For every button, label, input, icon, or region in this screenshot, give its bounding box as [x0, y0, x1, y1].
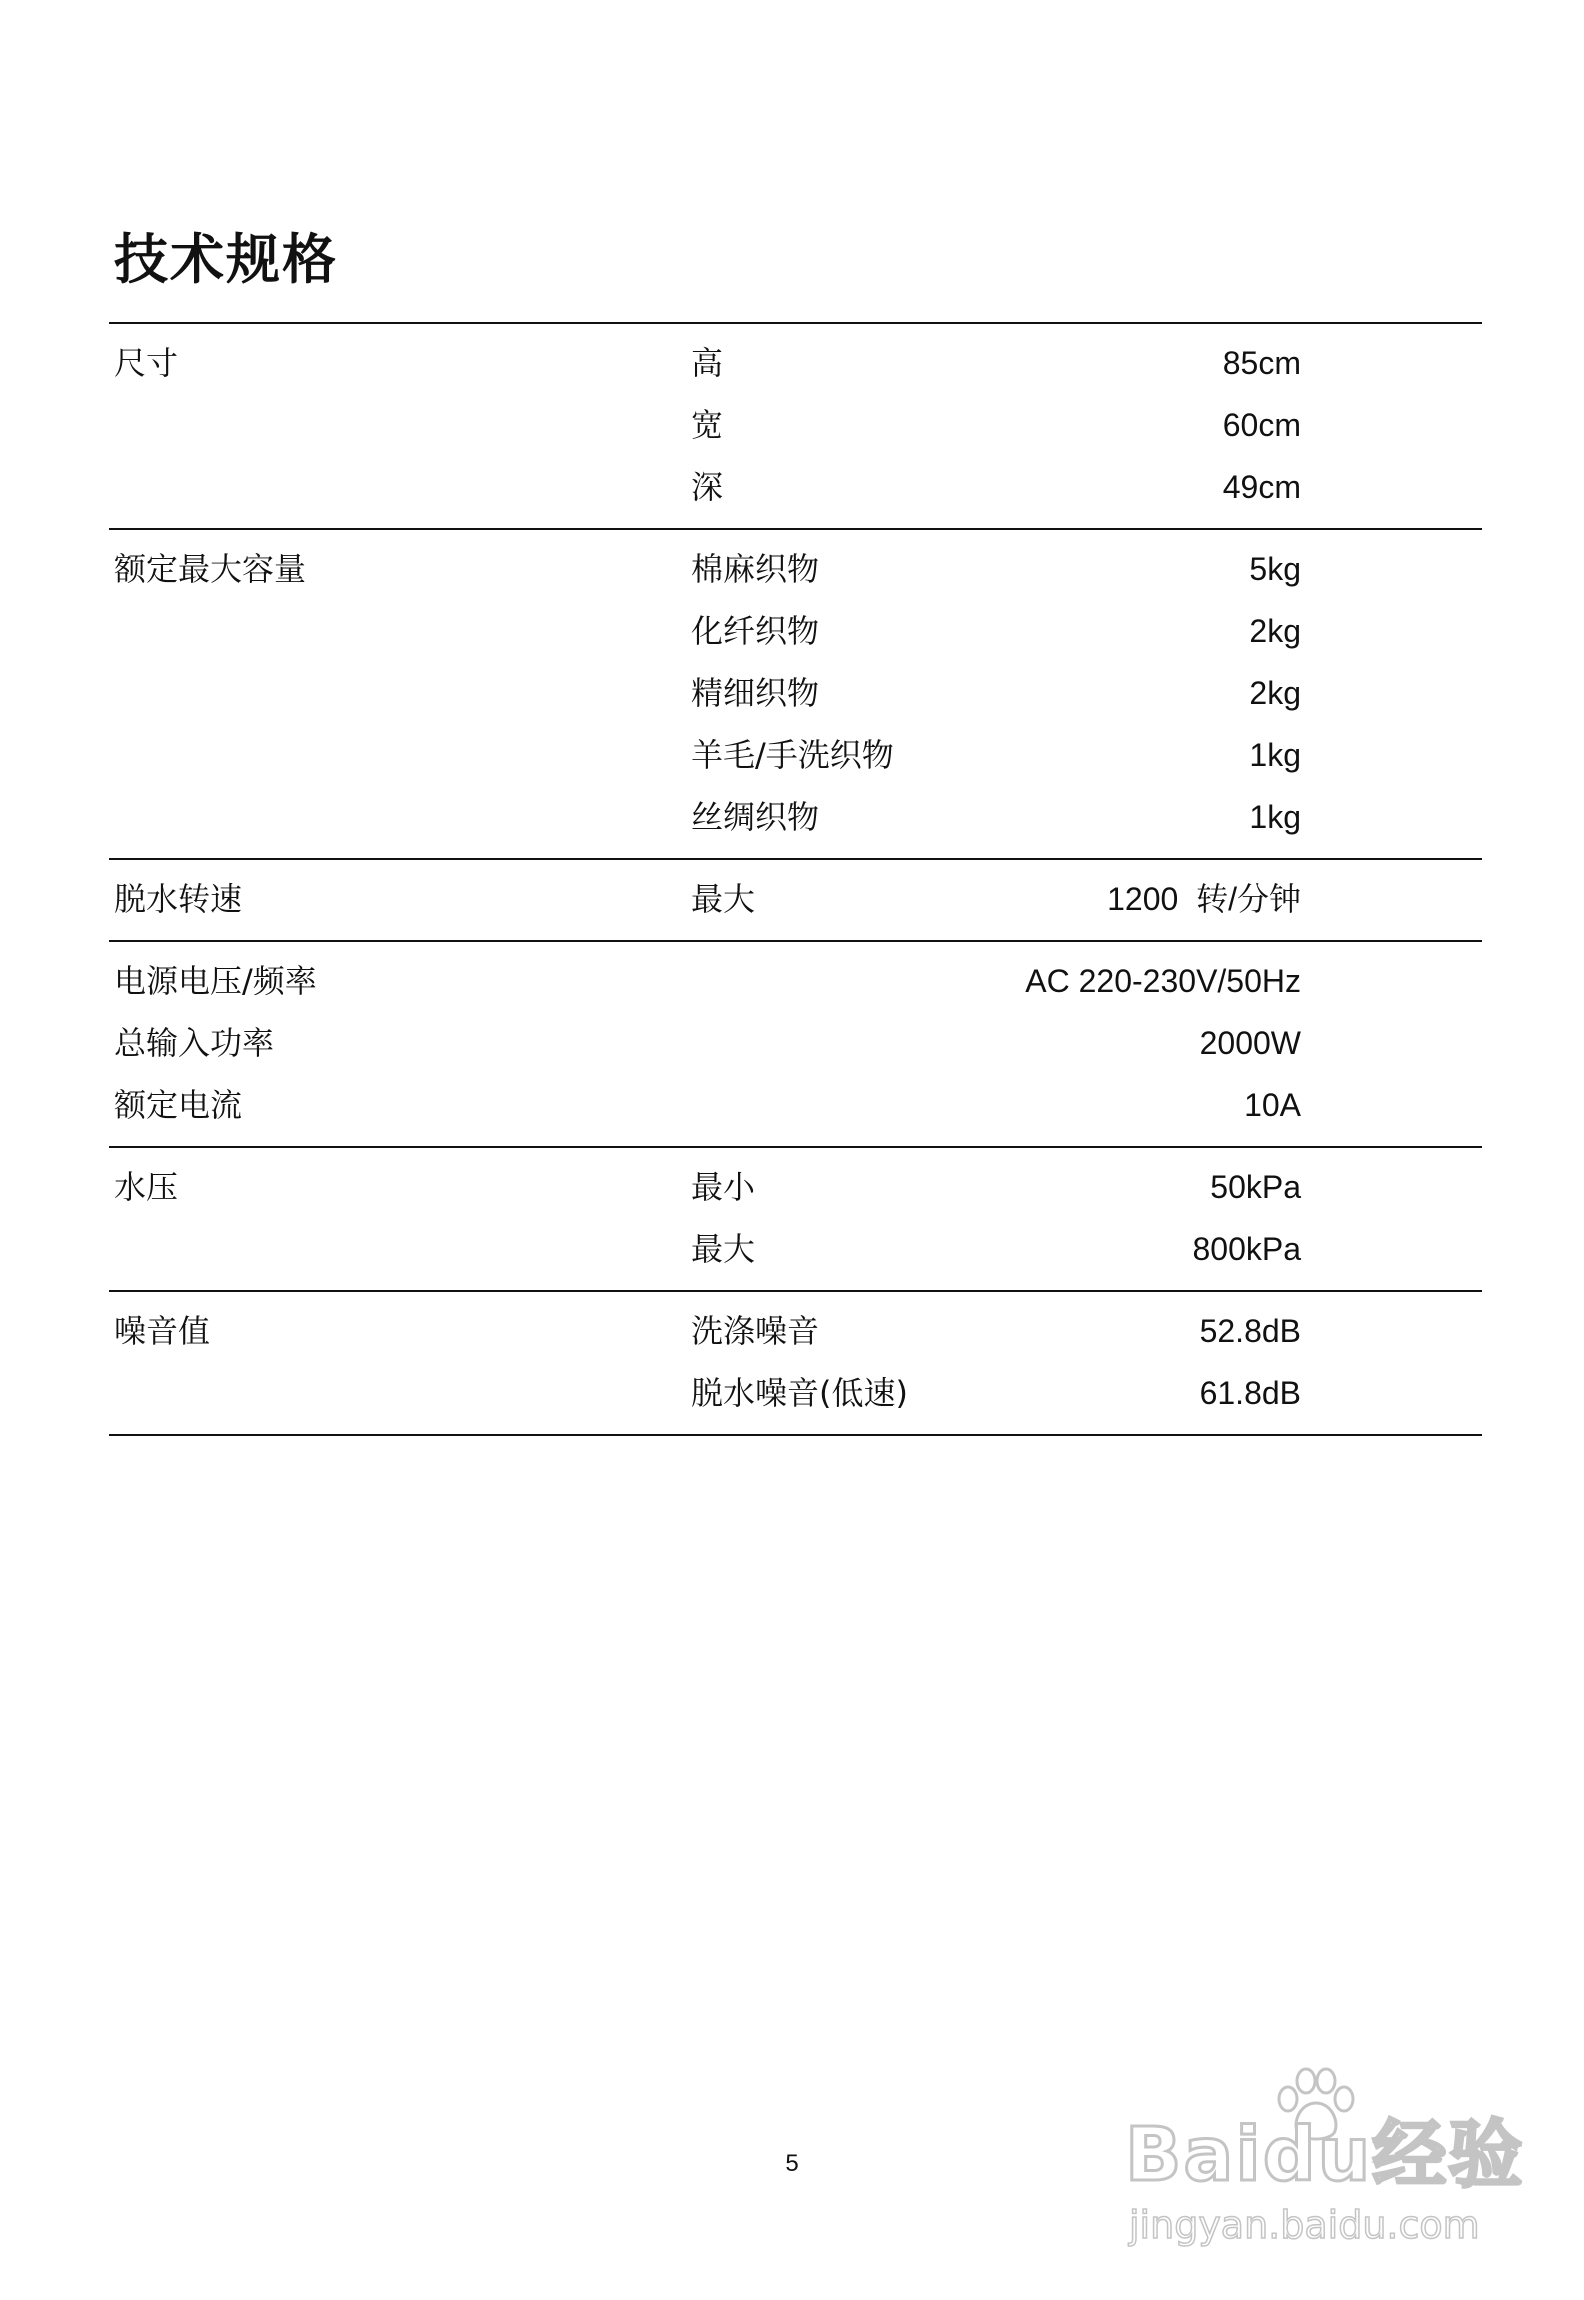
spec-value: 800kPa [1192, 1231, 1301, 1267]
spec-row [109, 950, 1482, 1012]
spec-value: 2kg [1249, 613, 1301, 649]
spec-row [109, 724, 1482, 786]
spec-row [109, 600, 1482, 662]
spec-section-water-pressure [109, 1148, 1482, 1292]
spec-row [109, 1218, 1482, 1280]
spec-value: 61.8dB [1199, 1375, 1301, 1411]
spec-section-power [109, 942, 1482, 1148]
spec-row [109, 1362, 1482, 1424]
spec-row [109, 1156, 1482, 1218]
spec-label: 额定电流 [114, 1086, 243, 1124]
spec-sub-label: 最小 [691, 1168, 756, 1206]
page-number: 5 [785, 2150, 799, 2177]
spec-section-capacity [109, 530, 1482, 860]
spec-value: 10A [1244, 1087, 1301, 1123]
spec-value: 60cm [1222, 407, 1301, 443]
spec-value: 1kg [1249, 737, 1301, 773]
spec-row [109, 538, 1482, 600]
spec-section-spin-speed [109, 860, 1482, 942]
watermark-url-text: jingyan.baidu.com [1129, 2203, 1480, 2247]
spec-table [109, 322, 1482, 1436]
spec-sub-label: 高 [691, 344, 724, 382]
spec-value: 50kPa [1210, 1169, 1301, 1205]
spec-sub-label: 宽 [691, 406, 724, 444]
spec-label: 噪音值 [114, 1312, 211, 1350]
spec-sub-label: 脱水噪音(低速) [691, 1374, 908, 1412]
spec-value: 49cm [1222, 469, 1301, 505]
spec-value: 5kg [1249, 551, 1301, 587]
spec-value: 2kg [1249, 675, 1301, 711]
spec-section-dimensions [109, 324, 1482, 530]
spec-value: 2000W [1199, 1025, 1301, 1061]
spec-label: 尺寸 [114, 344, 179, 382]
spec-row [109, 332, 1482, 394]
spec-sub-label: 最大 [691, 880, 756, 918]
spec-sub-label: 最大 [691, 1230, 756, 1268]
spec-label: 额定最大容量 [114, 550, 307, 588]
spec-label: 总输入功率 [114, 1024, 275, 1062]
spec-value: 52.8dB [1199, 1313, 1301, 1349]
spec-sub-label: 精细织物 [691, 674, 820, 712]
spec-value: 1200 转/分钟 [1107, 881, 1301, 917]
spec-sub-label: 洗涤噪音 [691, 1312, 820, 1350]
spec-label: 电源电压/频率 [114, 962, 317, 1000]
spec-row [109, 786, 1482, 848]
spec-sub-label: 化纤织物 [691, 612, 820, 650]
spec-row [109, 1074, 1482, 1136]
spec-row [109, 868, 1482, 930]
spec-label: 水压 [114, 1168, 179, 1206]
baidu-jingyan-watermark [1125, 2065, 1525, 2265]
spec-value: 1kg [1249, 799, 1301, 835]
spec-value: 85cm [1222, 345, 1301, 381]
spec-row [109, 662, 1482, 724]
watermark-logo-text: Baidu经验 [1125, 2112, 1525, 2198]
spec-value: AC 220-230V/50Hz [1025, 963, 1301, 999]
spec-row [109, 456, 1482, 518]
spec-row [109, 394, 1482, 456]
spec-row [109, 1012, 1482, 1074]
spec-row [109, 1300, 1482, 1362]
spec-sub-label: 丝绸织物 [691, 798, 820, 836]
spec-sub-label: 羊毛/手洗织物 [691, 736, 894, 774]
page-title: 技术规格 [114, 228, 338, 291]
spec-section-noise [109, 1292, 1482, 1436]
spec-label: 脱水转速 [114, 880, 243, 918]
spec-sub-label: 深 [691, 468, 724, 506]
spec-sub-label: 棉麻织物 [691, 550, 820, 588]
